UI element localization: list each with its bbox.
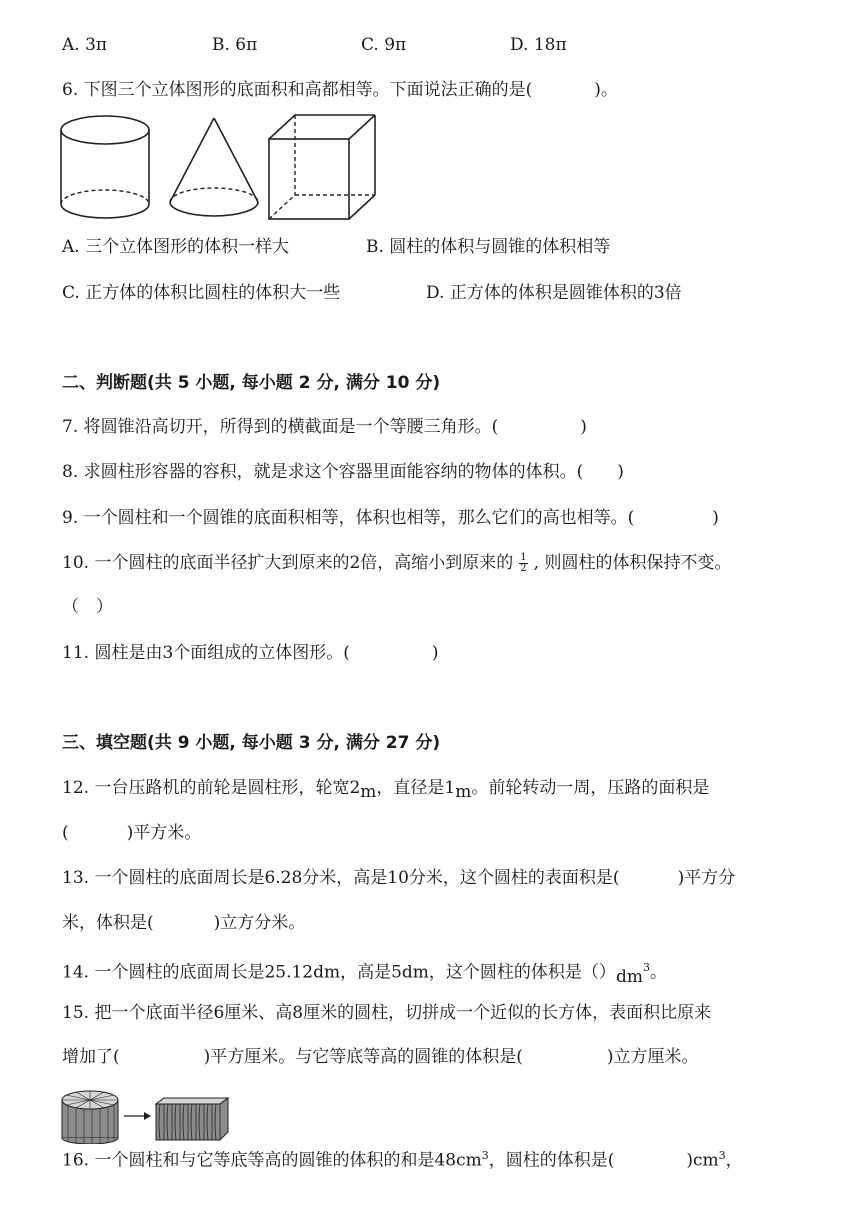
q12-text-b: ，直径是1 (376, 778, 456, 798)
q13 (62, 866, 735, 890)
q14-unit: dm (615, 966, 643, 987)
q16-text-b: ，圆柱的体积是( (488, 1150, 615, 1171)
q10-text-a: 10. 一个圆柱的底面半径扩大到原来的2倍，高缩小到原来的 (62, 553, 514, 573)
q14-exp: 3 (642, 961, 650, 974)
q5-choice-c: C. 9π (361, 35, 407, 55)
cylinder-figure (58, 112, 154, 224)
q6-stem-start: 6. 下图三个立体图形的底面积和高都相等。下面说法正确的是( (62, 80, 533, 100)
q16-text-c: )cm (686, 1150, 719, 1171)
q15-line2-a: 增加了( (62, 1047, 120, 1067)
q9-text: 9. 一个圆柱和一个圆锥的底面积相等，体积也相等，那么它们的高也相等。( (62, 508, 635, 528)
q14 (62, 956, 667, 985)
q15-line2 (62, 1045, 699, 1069)
q13-line2-b: )立方分米。 (213, 913, 306, 933)
arrow-icon (144, 1112, 151, 1120)
q12-text-c: 。前轮转动一周，压路的面积是 (471, 778, 710, 798)
q5-choice-a: A. 3π (62, 35, 108, 55)
q14-text-a: 14. 一个圆柱的底面周长是25.12dm，高是5dm，这个圆柱的体积是（） (62, 962, 616, 983)
approx-cuboid (156, 1098, 228, 1140)
q16 (62, 1144, 743, 1173)
q13-text-a: 13. 一个圆柱的底面周长是6.28分米，高是10分米，这个圆柱的表面积是( (62, 868, 620, 888)
q12-close: )平方米。 (126, 823, 202, 843)
q12-unit-1: m (360, 782, 377, 802)
cube-figure (266, 112, 382, 224)
q10-frac-num: 1 (520, 552, 527, 563)
q5-choice-d: D. 18π (510, 35, 567, 55)
cone-figure (166, 112, 262, 224)
q7-close: ) (580, 417, 587, 437)
q14-end: 。 (649, 962, 667, 983)
q10-fraction (519, 553, 527, 574)
q16-end: ， (725, 1150, 743, 1171)
q16-exp-2: 3 (718, 1149, 726, 1162)
q12-unit-2: m (455, 782, 472, 802)
q15-line2-c: )立方厘米。 (606, 1047, 699, 1067)
q9 (62, 506, 719, 530)
q13-line2 (62, 911, 305, 935)
q8-text: 8. 求圆柱形容器的容积，就是求这个容器里面能容纳的物体的体积。( (62, 462, 584, 482)
q7 (62, 415, 587, 439)
q16-text-a: 16. 一个圆柱和与它等底等高的圆锥的体积的和是48cm (62, 1150, 482, 1171)
q11-close: ) (431, 643, 439, 663)
q13-line2-a: 米，体积是( (62, 913, 154, 933)
section2-heading: 二、判断题(共 5 小题, 每小题 2 分, 满分 10 分) (62, 373, 441, 393)
sliced-cylinder (62, 1091, 118, 1144)
q6-choice-a: A. 三个立体图形的体积一样大 (62, 237, 290, 257)
q11 (62, 641, 439, 665)
q7-text: 7. 将圆锥沿高切开，所得到的横截面是一个等腰三角形。( (62, 417, 499, 437)
q6-choice-d: D. 正方体的体积是圆锥体积的3倍 (426, 283, 682, 303)
q15-line2-b: )平方厘米。与它等底等高的圆锥的体积是( (203, 1047, 523, 1067)
q10-frac-den: 2 (520, 563, 527, 574)
q10-text-b: , 则圆柱的体积保持不变。 (533, 553, 732, 573)
q6-choice-c: C. 正方体的体积比圆柱的体积大一些 (62, 283, 341, 303)
q13-text-b: )平方分 (677, 868, 736, 888)
q12-text-a: 12. 一台压路机的前轮是圆柱形，轮宽2 (62, 778, 361, 798)
q10 (62, 551, 731, 575)
q6-stem-end: )。 (594, 80, 618, 100)
q10-line2: （ ） (62, 597, 113, 617)
q16-exp-1: 3 (481, 1149, 489, 1162)
q8 (62, 460, 624, 484)
q6-stem (62, 78, 618, 102)
cylinder-to-cuboid-figure (60, 1088, 232, 1144)
q11-text: 11. 圆柱是由3个面组成的立体图形。( (62, 643, 350, 663)
q6-choice-b: B. 圆柱的体积与圆锥的体积相等 (366, 237, 611, 257)
q12-open: ( (62, 823, 69, 843)
q12 (62, 776, 709, 800)
q8-close: ) (617, 462, 624, 482)
q12-line2 (62, 821, 201, 845)
q15: 15. 把一个底面半径6厘米、高8厘米的圆柱，切拼成一个近似的长方体，表面积比原来 (62, 1003, 712, 1023)
q5-choice-b: B. 6π (212, 35, 258, 55)
q9-close: ) (712, 508, 719, 528)
section3-heading: 三、填空题(共 9 小题, 每小题 3 分, 满分 27 分) (62, 733, 441, 753)
